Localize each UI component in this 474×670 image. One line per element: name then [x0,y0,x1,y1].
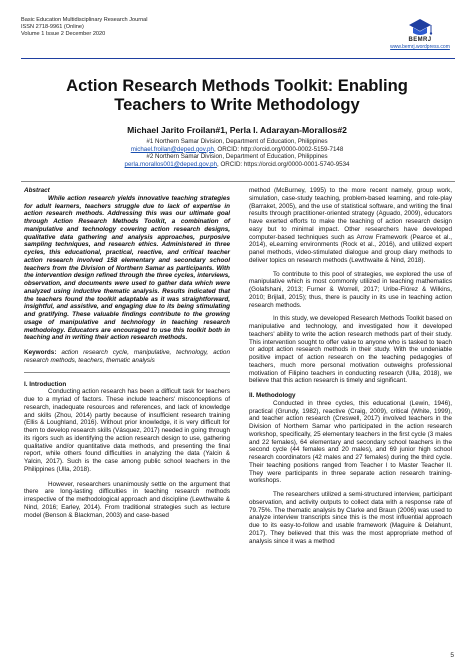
title-line-2: Teachers to Write Methodology [114,95,360,114]
introduction-paragraph-1: Conducting action research has been a difficult task for teachers due to a myriad of factors. These include teachers' misconceptions of research, inadequate resources and references, and lack of knowledge and skills (Zhou, 2014) partly because of insufficient research training (Ellis & Loughland, 2016). Without prior knowledge, it is very difficult for them to develop research skills (Vásquez, 2017) needed in going through its rigors such as identifying the action research design to use, gathering qualitative and/or quantitative data methods, and presenting the final report, while others found difficulties in analyzing the data (Yalcin & Yalcin, 2017). Such is the case among public school teachers in the Philippines (Ulla, 2018). [24,388,230,473]
authors: Michael Jarito Froilan#1, Perla I. Adarayan-Morallos#2 [127,125,347,135]
logo-text: BEMRJ [408,37,432,43]
journal-website-link[interactable]: www.bemrj.wordpress.com [390,44,450,50]
affiliation-1-contact [20,146,454,154]
paper-title [30,76,444,114]
keywords-list: action research cycle, manipulative, technology, action research methods, teachers, thematic analysis [24,349,230,364]
methodology-heading: II. Methodology [249,392,296,399]
author-1-orcid: , ORCID: http://orcid.org/0000-0002-5159-7148 [213,145,344,153]
journal-logo [385,18,455,50]
right-column [249,187,452,545]
introduction-paragraph-3: method (McBurney, 1995) to the more recent namely, group work, simulation, case-study teaching, problem-based learning, and role-play (Barraket, 2005), and the use of statistical software, and writing the final results through practitioner-oriented strategy (Aguado, 2009), educators have exerted efforts to make the teaching of action research design easy but to minimal impact. Other researchers have developed computer-based techniques such as Arrow Framework (Pearce et al., 2014), eLearning environments (Rock et al., 2016), and utilized expert panel methods, video-stimulated dialogue and group diary methods to deliver topics on research methods (Lewthwaite & Nind, 2018). [249,187,452,264]
journal-info [21,17,148,39]
journal-volume: Volume 1 Issue 2 December 2020 [21,31,106,38]
keywords [24,349,230,365]
abstract-rule [24,372,230,373]
methodology-paragraph-2: The researchers utilized a semi-structured interview, participant observation, and activity outputs to collect data with a response rate of 79.75%. The thematic analysis by Clarke and Braun (2006) was used to analyze interview transcripts since this is the most influential approach due to its easy-to-follow and usable framework (Maguire & Delahunt, 2017). They believed that this was the most appropriate method of analysis since it was a method [249,491,452,545]
page-number: 5 [450,652,454,659]
affiliation-2-contact [20,161,454,169]
affiliation-1: #1 Northern Samar Division, Department of Education, Philippines [146,138,328,145]
affiliations [20,138,454,169]
abstract-heading: Abstract [24,187,50,194]
author-1-email-link[interactable]: michael.froilan@deped.gov.ph [130,145,214,153]
introduction-paragraph-2: However, researchers unanimously settle on the argument that there are long-lasting difficulties in teaching research methods irrespective of the methodological approach and discipline (Lewthwaite & Nind, 2016; Earley, 2014). From traditional strategies such as lecture model (Benson & Blackman, 2003) and case-based [24,480,230,519]
introduction-heading: I. Introduction [24,380,67,388]
keywords-label: Keywords: [24,349,57,356]
header-rule [21,58,455,59]
affiliation-2: #2 Northern Samar Division, Department of Education, Philippines [146,153,328,161]
title-line-1: Action Research Methods Toolkit: Enabling [66,76,408,95]
author-2-orcid: , ORCID: https://orcid.org/0000-0001-5740-9534 [217,161,350,169]
abstract-body: While action research yields innovative teaching strategies for adult learners, teachers struggle due to lack of expertise in action research methods. Addressing this was our ultimate goal through Action Research Methods Toolkit, a combination of manipulative and technology covering action research designs, qualitative data gathering and analysis approaches, purposive sampling techniques, and research ethics. Administered in three cycles, this educational, practical, reactive, and critical teacher action research involved 158 elementary and secondary school teachers from the Division of Northern Samar as participants. With the intervention design refined through the three cycles, interviews, observation, and documents were used to gather data which were analyzed using inductive thematic analysis. Results indicated that the teachers found the toolkit adaptable as it was straightforward, insightful, and assistive, and engaging due to its being stimulating and gratifying. These valuable findings contribute to the growing usage of manipulative and technology in teaching research methodology. Educators are encouraged to use this toolkit both in teaching and in writing their action research methods. [24,194,230,342]
left-column [24,187,230,519]
author-2-email-link[interactable]: perla.morallos001@deped.gov.ph [124,161,218,169]
introduction-paragraph-5: In this study, we developed Research Methods Toolkit based on manipulative and technology, and investigated how it developed teachers' ability to write the action research methods part of their study. This intervention sought to offer value to anyone who is tasked to teach or adopt action research methods in their study. With the undeniable positive impact of action research on the teaching pedagogies of teachers, much more personal motivation outweighs professional motivation of Filipino teachers in conducting research (Ulla, 2018), we believe that this action research is timely and significant. [249,315,452,385]
bemrj-logo-icon [405,18,435,38]
title-rule [21,181,455,182]
journal-name: Basic Education Multidisciplinary Research Journal [21,17,148,23]
methodology-paragraph-1: Conducted in three cycles, this educational (Lewin, 1946), practical (Grundy, 1982), reactive (Craig, 2009), critical (White, 1999), and teacher action research (Creswell, 2017) involved teachers in the Division of Northern Samar who participated in the action research workshop, specifically, 25 elementary teachers in the first cycle (3 males and 22 females), 64 elementary and secondary school teachers in the second cycle (44 females and 20 males), and 69 junior high school research coordinators (42 males and 27 females) during the third cycle. Their teaching positions ranged from Teacher I to Master Teacher II. They were participants in three separate action research training-workshops. [249,399,452,485]
journal-issn: ISSN 2718-9961 (Online) [21,24,84,31]
introduction-paragraph-4: To contribute to this pool of strategies, we explored the use of manipulative which is most commonly utilized in teaching mathematics (Golafshani, 2013; Furner & Worrell, 2017; Uribe-Flórez & Wilkins, 2010; Brijlall, 2015); thus, there is paucity in its use in teaching action research methods. [249,270,452,309]
